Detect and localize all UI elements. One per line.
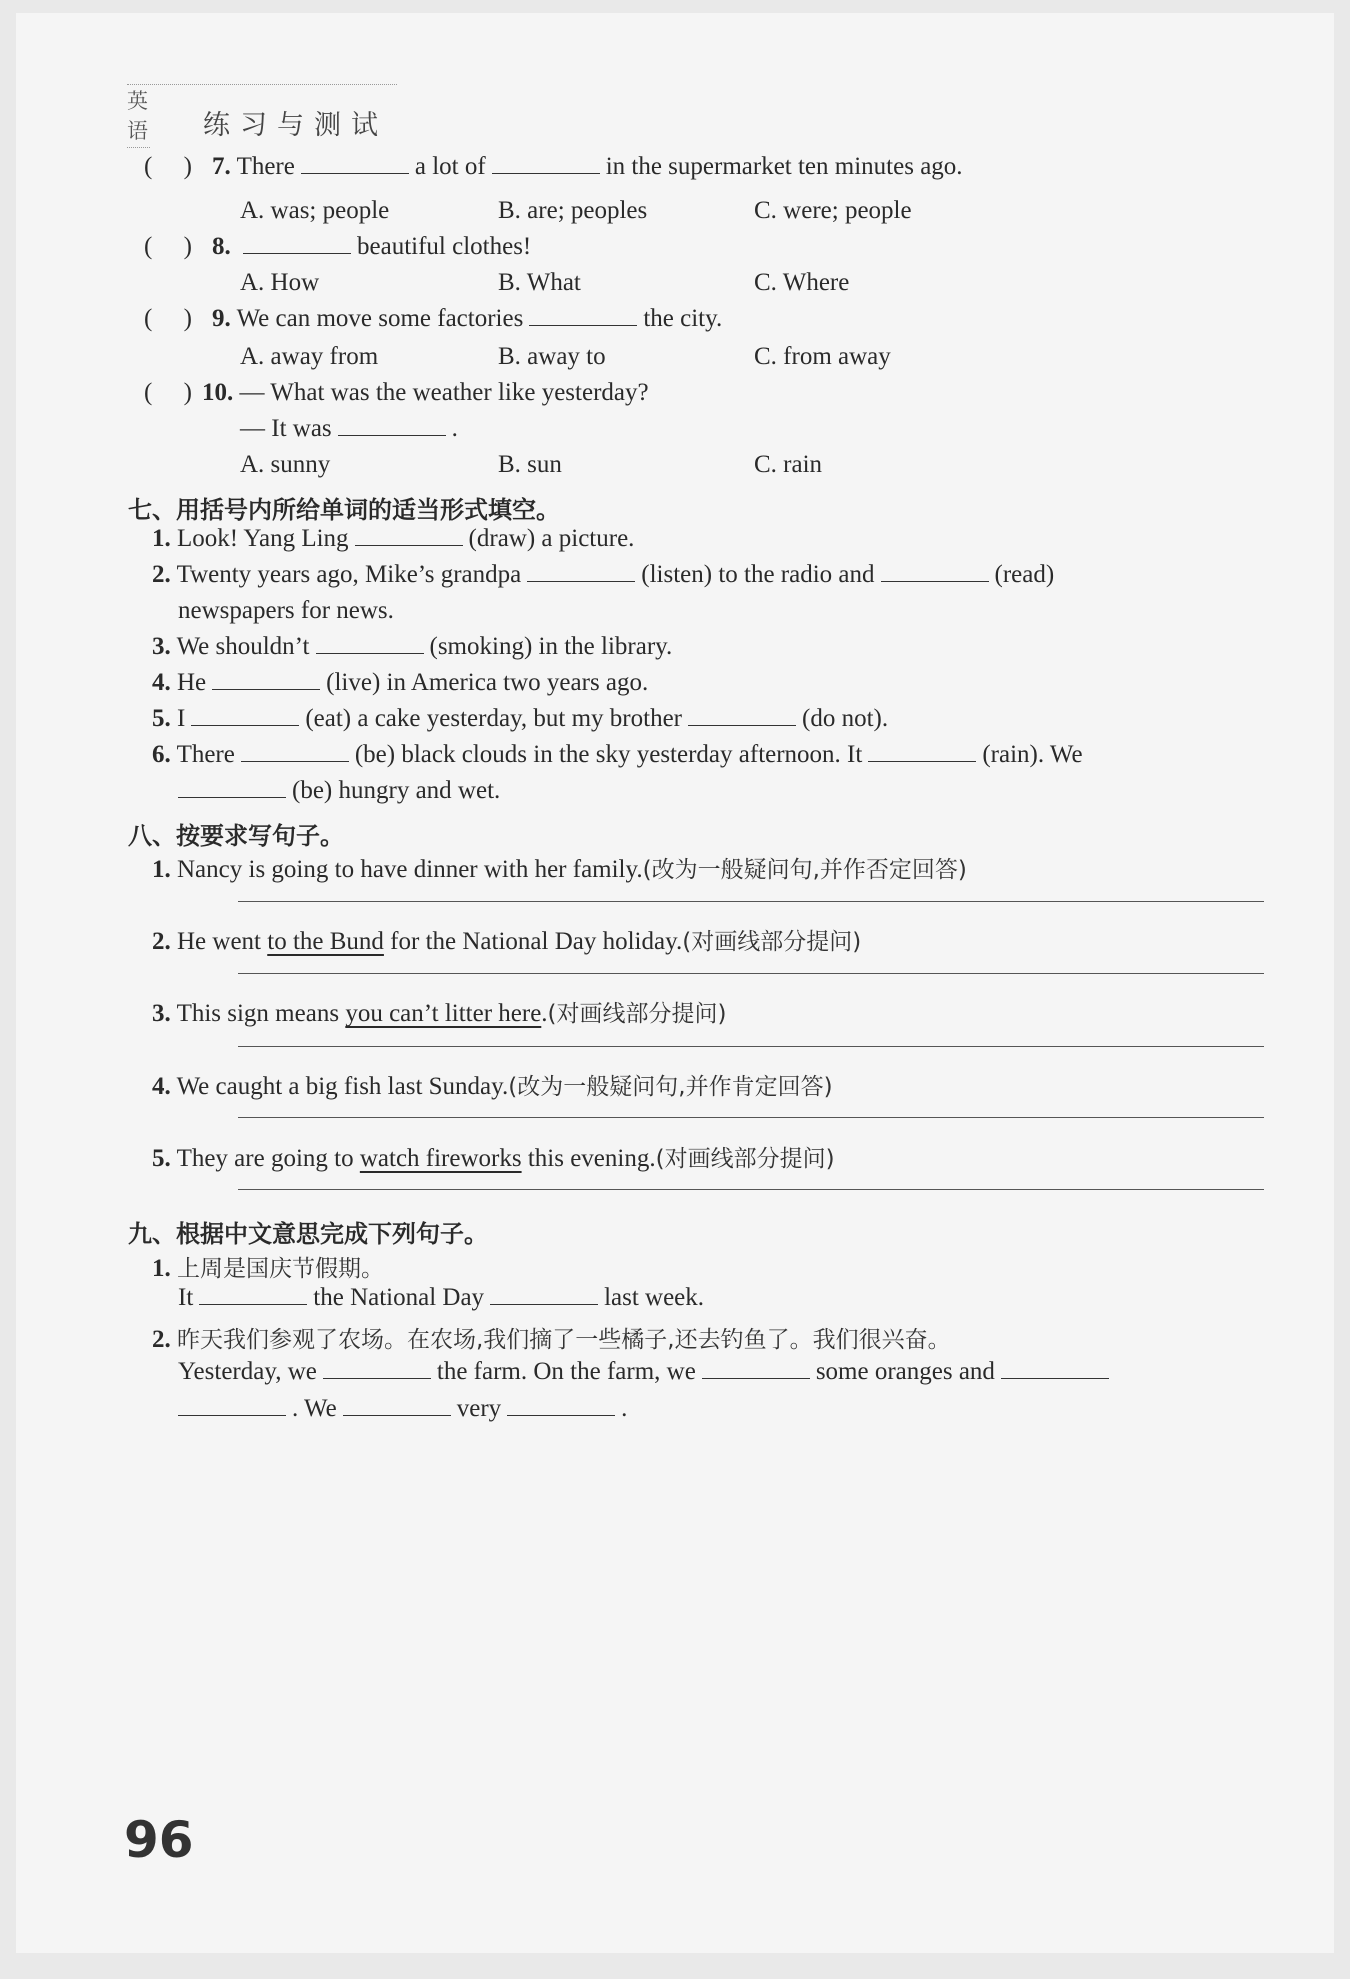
s7-item-3: 3. We shouldn’t (smoking) in the library. xyxy=(152,633,673,660)
book-title: 练习与测试 xyxy=(203,110,388,141)
answer-bracket[interactable]: ( ) xyxy=(144,153,192,180)
subject-label: 英语 xyxy=(127,85,150,148)
s9-item-2-line2: . We very . xyxy=(172,1395,627,1423)
s8-item-3: 3. This sign means you can’t litter here.(对画线部分提问) xyxy=(152,1000,727,1027)
option-c: C. were; people xyxy=(754,197,912,224)
question-10: 10. — What was the weather like yesterday? xyxy=(202,379,649,406)
question-7: 7. There a lot of in the supermarket ten minutes ago. xyxy=(212,153,963,180)
option-a: A. sunny xyxy=(240,451,331,478)
question-10-line2: — It was . xyxy=(240,415,458,442)
question-9: 9. We can move some factories the city. xyxy=(212,305,723,332)
s8-item-5: 5. They are going to watch fireworks this evening.(对画线部分提问) xyxy=(152,1145,835,1172)
s7-item-2-cont: newspapers for news. xyxy=(178,597,394,624)
header-rule xyxy=(127,84,397,85)
s8-item-2: 2. He went to the Bund for the National Day holiday.(对画线部分提问) xyxy=(152,928,862,955)
s9-item-1: It the National Day last week. xyxy=(178,1284,705,1311)
section-8-title: 八、按要求写句子。 xyxy=(128,822,344,850)
answer-line[interactable] xyxy=(238,1117,1264,1118)
s7-item-4: 4. He (live) in America two years ago. xyxy=(152,669,649,696)
s7-item-6-cont: (be) hungry and wet. xyxy=(172,777,500,805)
option-a: A. was; people xyxy=(240,197,390,224)
option-b: B. are; peoples xyxy=(498,197,648,224)
answer-bracket[interactable]: ( ) xyxy=(144,305,192,332)
option-b: B. away to xyxy=(498,343,606,370)
section-9-title: 九、根据中文意思完成下列句子。 xyxy=(128,1220,488,1248)
s9-item-2-zh: 2. 昨天我们参观了农场。在农场,我们摘了一些橘子,还去钓鱼了。我们很兴奋。 xyxy=(152,1326,951,1353)
answer-line[interactable] xyxy=(238,901,1264,902)
s9-item-2-line1: Yesterday, we the farm. On the farm, we some oranges and xyxy=(178,1358,1115,1386)
s8-item-1: 1. Nancy is going to have dinner with her family.(改为一般疑问句,并作否定回答) xyxy=(152,856,967,883)
option-a: A. How xyxy=(240,269,320,296)
option-c: C. rain xyxy=(754,451,823,478)
option-c: C. from away xyxy=(754,343,891,370)
answer-bracket[interactable]: ( ) xyxy=(144,379,192,406)
answer-line[interactable] xyxy=(238,973,1264,974)
s9-item-1-zh: 1. 上周是国庆节假期。 xyxy=(152,1255,384,1282)
worksheet-page xyxy=(16,13,1334,1953)
question-8: 8. beautiful clothes! xyxy=(212,233,532,260)
option-a: A. away from xyxy=(240,343,379,370)
s7-item-2: 2. Twenty years ago, Mike’s grandpa (listen) to the radio and (read) xyxy=(152,561,1055,588)
option-c: C. Where xyxy=(754,269,850,296)
s7-item-5: 5. I (eat) a cake yesterday, but my brother (do not). xyxy=(152,705,889,732)
page-number: 96 xyxy=(124,1811,194,1869)
answer-line[interactable] xyxy=(238,1189,1264,1190)
section-7-title: 七、用括号内所给单词的适当形式填空。 xyxy=(128,496,560,524)
option-b: B. What xyxy=(498,269,581,296)
answer-bracket[interactable]: ( ) xyxy=(144,233,192,260)
s8-item-4: 4. We caught a big fish last Sunday.(改为一般疑问句,并作肯定回答) xyxy=(152,1073,833,1100)
s7-item-1: 1. Look! Yang Ling (draw) a picture. xyxy=(152,525,635,552)
answer-line[interactable] xyxy=(238,1046,1264,1047)
s7-item-6: 6. There (be) black clouds in the sky yesterday afternoon. It (rain). We xyxy=(152,741,1083,768)
option-b: B. sun xyxy=(498,451,562,478)
